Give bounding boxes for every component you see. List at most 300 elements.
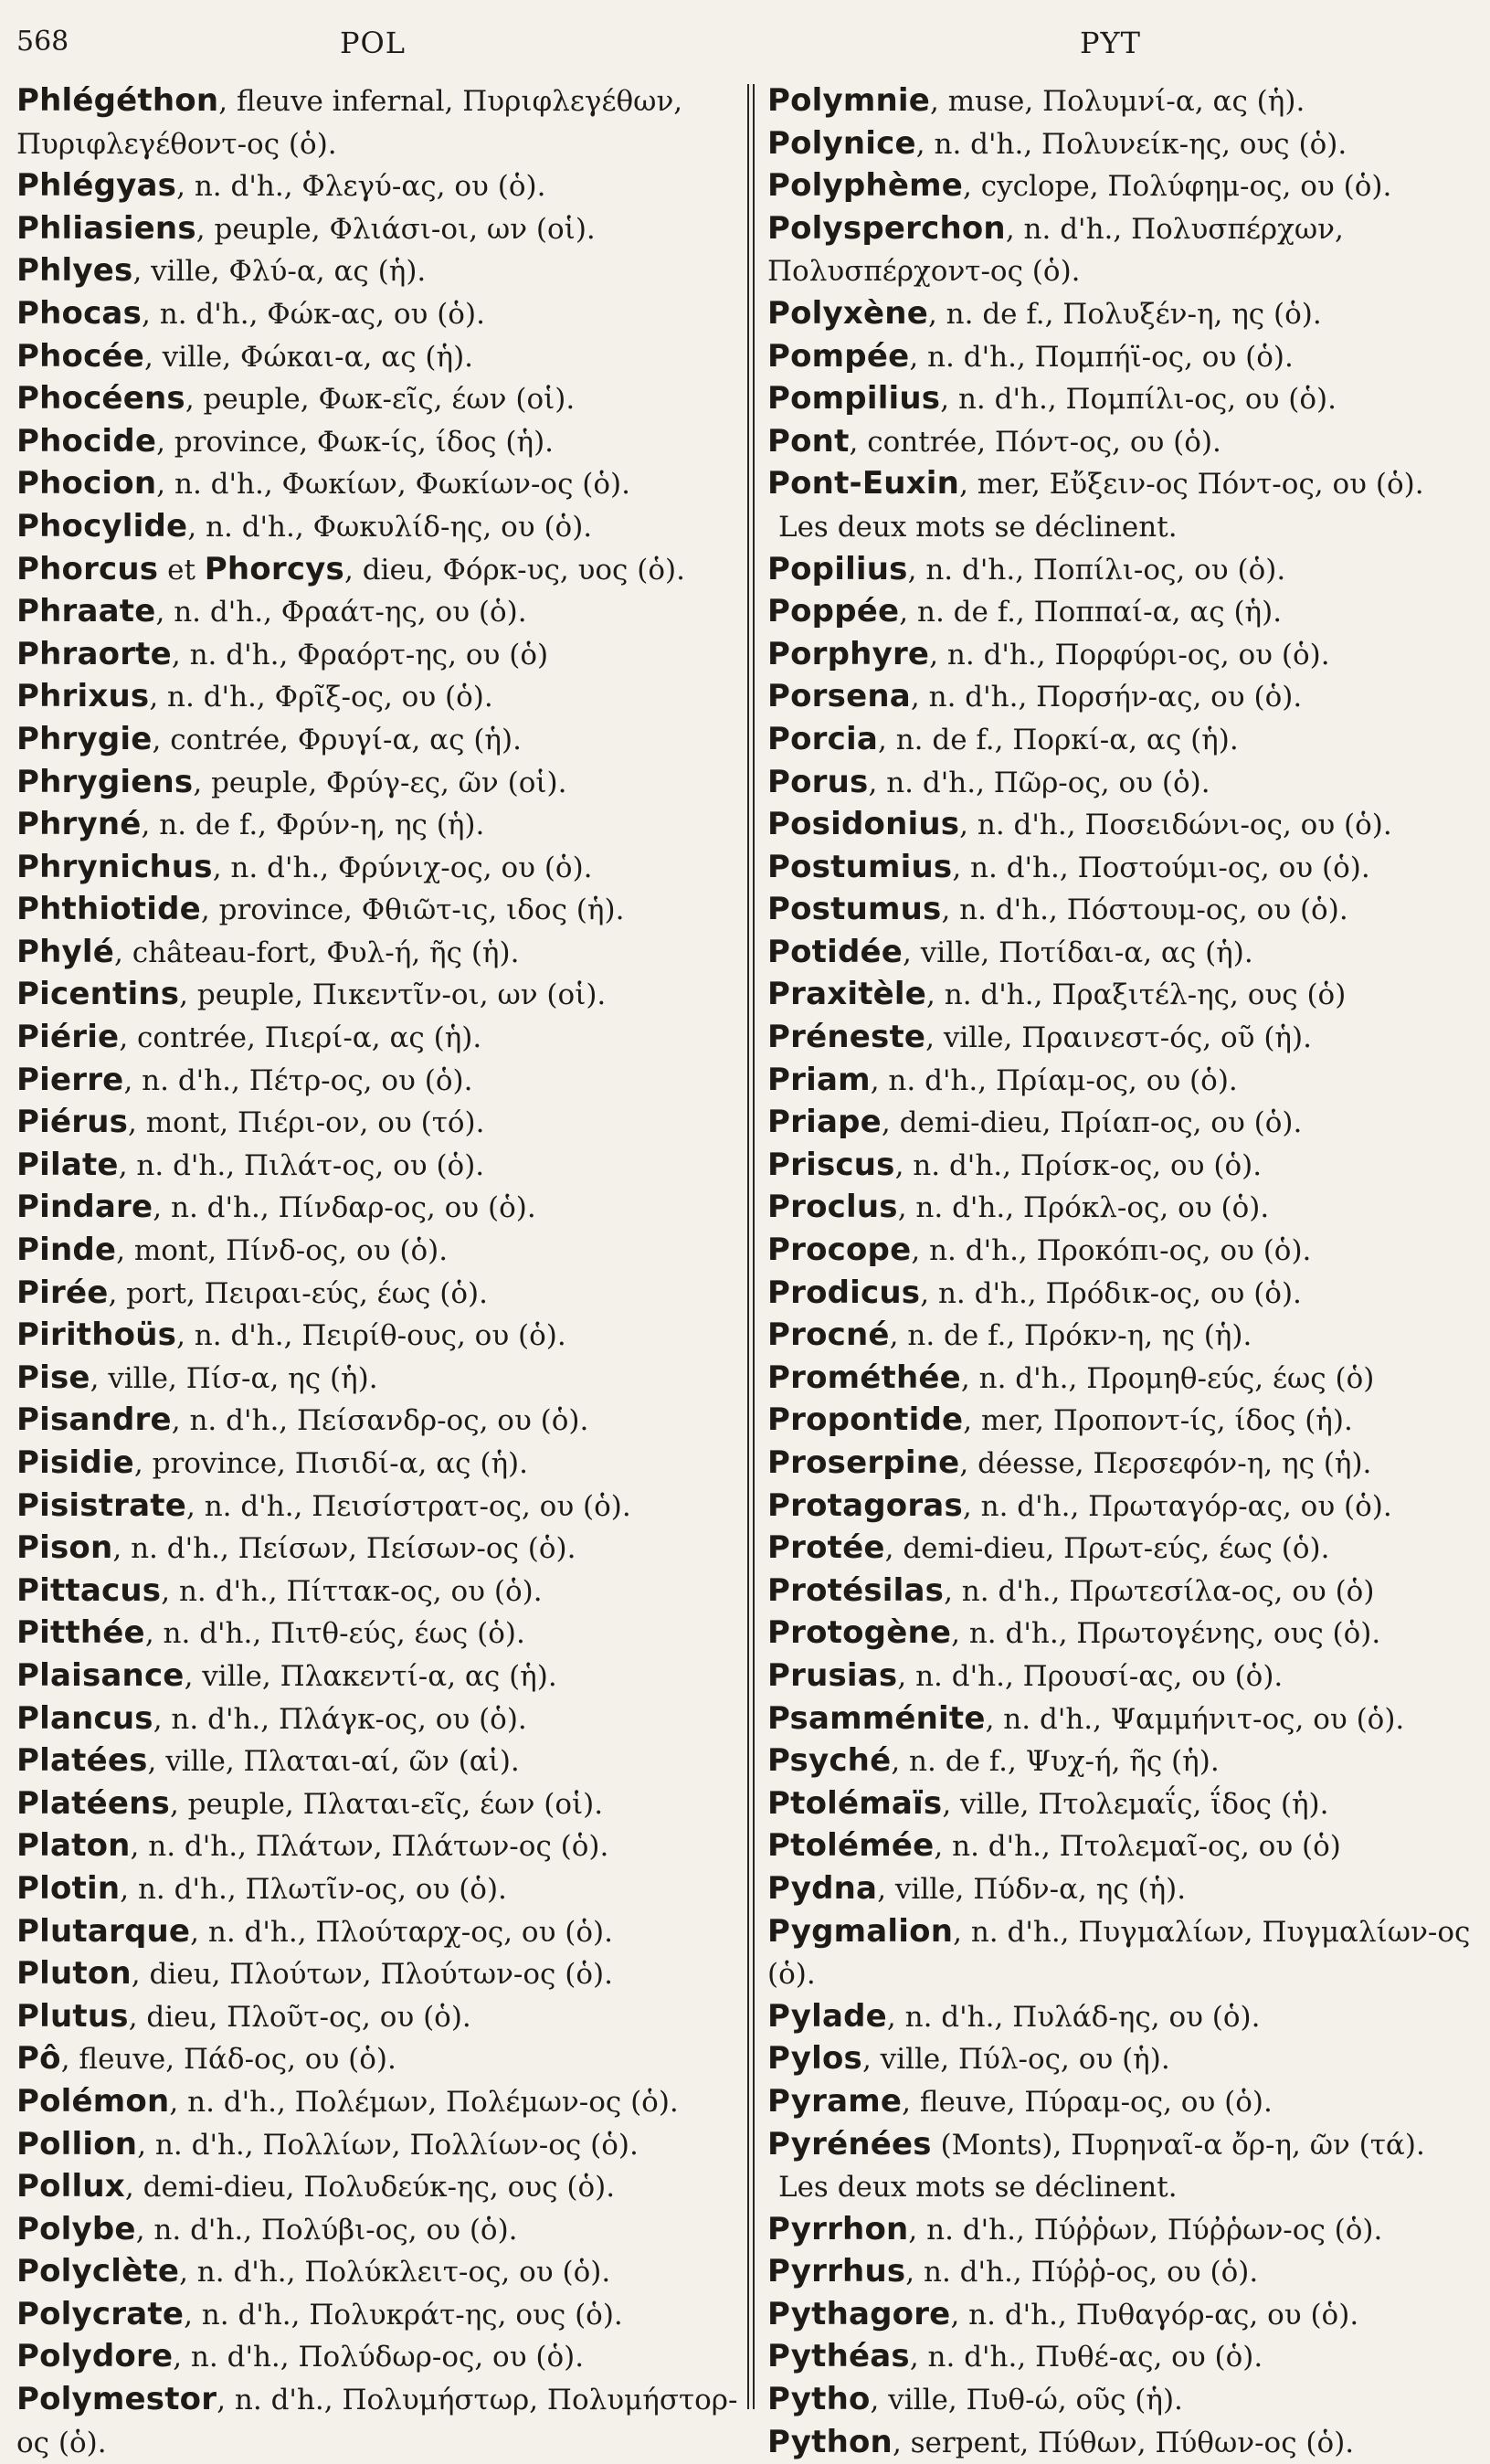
- headword: Phocas: [16, 294, 143, 332]
- headword: Plutarque: [16, 1912, 191, 1950]
- entry-definition: , n. d'h., Πορσήν-ας, ου (ὁ).: [910, 681, 1303, 714]
- headword: Porphyre: [767, 635, 930, 672]
- headword: Platées: [16, 1742, 148, 1780]
- headword: Polymnie: [767, 82, 931, 119]
- headword: Protée: [767, 1529, 885, 1567]
- dictionary-entry: [767, 2251, 1480, 2294]
- dictionary-entry: [767, 123, 1480, 166]
- dictionary-entry: [16, 889, 738, 932]
- dictionary-entry: [16, 1443, 738, 1486]
- headword: Pisidie: [16, 1444, 134, 1481]
- headword: Phliasiens: [16, 209, 196, 247]
- dictionary-entry: [767, 2379, 1480, 2422]
- entry-definition: , n. de f., Πολυξέν-η, ης (ὁ).: [927, 297, 1322, 331]
- headword: Plutus: [16, 1997, 129, 2035]
- entry-definition: , n. d'h., Πυγμαλίων, Πυγμαλίων-ος (ὁ).: [767, 1915, 1471, 1992]
- headword: Polydore: [16, 2338, 174, 2375]
- dictionary-entry: [767, 1273, 1480, 1316]
- entry-definition: , ville, Πλακεντί-α, ας (ἡ).: [184, 1659, 557, 1693]
- entry-definition: , n. d'h., Φωκυλίδ-ης, ου (ὁ).: [187, 510, 593, 544]
- dictionary-entry: [16, 421, 738, 464]
- entry-definition: , fleuve, Πάδ-ος, ου (ὁ).: [60, 2043, 396, 2077]
- running-head-right: PYT: [1080, 26, 1141, 60]
- dictionary-entry: [16, 2209, 738, 2252]
- headword: Phthiotide: [16, 891, 201, 928]
- dictionary-entry: [767, 634, 1480, 677]
- headword: Prusias: [767, 1656, 898, 1694]
- headword: Pirée: [16, 1274, 109, 1311]
- entry-definition: , n. d'h., Ψαμμήνιτ-ος, ου (ὁ).: [985, 1702, 1405, 1736]
- entry-definition: , n. d'h., Πείσων, Πείσων-ος (ὁ).: [112, 1532, 576, 1566]
- entry-definition: , peuple, Φλιάσι-οι, ων (οἱ).: [195, 212, 596, 246]
- dictionary-entry: [16, 591, 738, 634]
- entry-definition: , n. d'h., Πολυμήστωρ, Πολυμήστορ-ος (ὁ).: [16, 2384, 738, 2459]
- headword: Praxitèle: [767, 976, 927, 1013]
- dictionary-entry: [767, 1613, 1480, 1655]
- dictionary-entry: [767, 1528, 1480, 1570]
- entry-definition: , n. d'h., Φραάτ-ης, ου (ὁ).: [155, 596, 527, 629]
- entry-definition: , n. d'h., Πῶρ-ος, ου (ὁ).: [868, 766, 1210, 799]
- dictionary-entry: [767, 591, 1480, 634]
- entry-definition: , demi-dieu, Πρίαπ-ος, ου (ὁ).: [881, 1106, 1303, 1140]
- dictionary-entry: [16, 208, 738, 251]
- dictionary-entry: [767, 165, 1480, 208]
- headword: Posidonius: [767, 806, 960, 843]
- dictionary-entry: [16, 250, 738, 293]
- entry-definition: , port, Πειραι-εύς, έως (ὁ).: [108, 1276, 488, 1310]
- entry-definition: , n. d'h., Πολύδωρ-ος, ου (ὁ).: [173, 2341, 585, 2374]
- headword: Pitthée: [16, 1614, 145, 1652]
- entry-definition: , n. d'h., Πιλάτ-ος, ου (ὁ).: [118, 1148, 485, 1182]
- headword: Phrynichus: [16, 848, 213, 885]
- dictionary-entry: [16, 1230, 738, 1273]
- headword: Pittacus: [16, 1571, 162, 1609]
- dictionary-entry: [767, 889, 1480, 932]
- entry-definition: , n. d'h., Πτολεμαῖ-ος, ου (ὁ): [934, 1830, 1341, 1864]
- entry-definition: , n. d'h., Πυθέ-ας, ου (ὁ).: [909, 2341, 1263, 2374]
- entry-definition: , n. d'h., Πρωτεσίλα-ος, ου (ὁ): [944, 1574, 1375, 1608]
- headword: Phrygiens: [16, 763, 194, 800]
- dictionary-entry: [16, 549, 738, 592]
- headword: Pinde: [16, 1232, 117, 1269]
- entry-definition: , peuple, Φρύγ-ες, ῶν (οἱ).: [193, 766, 567, 799]
- entry-definition: , ville, Πίσ-α, ης (ἡ).: [90, 1361, 378, 1395]
- headword: Python: [767, 2423, 893, 2460]
- entry-definition: , n. d'h., Πολυνείκ-ης, ους (ὁ).: [915, 127, 1347, 161]
- dictionary-entry: [16, 1528, 738, 1570]
- dictionary-entry: [767, 2422, 1480, 2464]
- headword: Procope: [767, 1232, 912, 1269]
- dictionary-entry: [767, 378, 1480, 421]
- dictionary-entry: [767, 2209, 1480, 2252]
- dictionary-entry: [767, 804, 1480, 847]
- headword: Protésilas: [767, 1571, 945, 1609]
- dictionary-entry: [16, 1273, 738, 1316]
- entry-definition: , château-fort, Φυλ-ή, ῆς (ἡ).: [114, 936, 520, 969]
- entry-definition: , dieu, Φόρκ-υς, υος (ὁ).: [343, 553, 685, 587]
- dictionary-entry: [767, 1740, 1480, 1783]
- entry-definition: , n. d'h., Πρωτογένης, ους (ὁ).: [951, 1617, 1381, 1651]
- headword: Phraorte: [16, 635, 172, 672]
- headword: Poppée: [767, 593, 900, 630]
- entry-definition: , demi-dieu, Πρωτ-εύς, έως (ὁ).: [884, 1532, 1330, 1566]
- dictionary-entry: [16, 1017, 738, 1060]
- dictionary-entry: [767, 2081, 1480, 2124]
- dictionary-entry: [767, 1655, 1480, 1698]
- dictionary-entry: [767, 1783, 1480, 1826]
- dictionary-entry: [767, 80, 1480, 123]
- dictionary-entry: [16, 974, 738, 1017]
- entry-definition: , cyclope, Πολύφημ-ος, ου (ὁ).: [963, 170, 1392, 204]
- headword: Pygmalion: [767, 1912, 954, 1950]
- entry-definition: , n. d'h., Πέτρ-ος, ου (ὁ).: [123, 1063, 473, 1097]
- dictionary-entry: [16, 1868, 738, 1911]
- headword: Pompilius: [767, 380, 941, 418]
- dictionary-entry: [767, 2336, 1480, 2379]
- dictionary-entry: [767, 1698, 1480, 1741]
- entry-definition: , n. d'h., Πυλάδ-ης, ου (ὁ).: [886, 2000, 1261, 2034]
- entry-definition: , n. d'h., Πορφύρι-ος, ου (ὁ).: [929, 638, 1330, 672]
- headword: Phlyes: [16, 252, 133, 290]
- headword: Porsena: [767, 678, 911, 715]
- entry-definition: , n. d'h., Πολυσπέρχων, Πολυσπέρχοντ-ος (ὁ).: [767, 212, 1344, 289]
- dictionary-entry: [767, 421, 1480, 464]
- dictionary-entry: [767, 208, 1480, 293]
- headword: Pyrrhus: [767, 2253, 906, 2290]
- dictionary-entry: [16, 506, 738, 549]
- headword: Polémon: [16, 2082, 170, 2120]
- entry-definition: , n. d'h., Φώκ-ας, ου (ὁ).: [142, 297, 485, 331]
- entry-definition: , n. d'h., Πρωταγόρ-ας, ου (ὁ).: [962, 1489, 1392, 1523]
- entry-definition: , contrée, Πιερί-α, ας (ἡ).: [119, 1021, 482, 1055]
- headword: Pompée: [767, 337, 910, 375]
- entry-definition: et: [158, 553, 205, 587]
- headword: Pydna: [767, 1869, 878, 1907]
- dictionary-entry: [16, 634, 738, 677]
- headword: Phorcus: [16, 550, 159, 587]
- headword: Popilius: [767, 550, 908, 587]
- headword: Phocide: [16, 422, 157, 460]
- headword: Pilate: [16, 1146, 119, 1183]
- entry-definition: , n. d'h., Φλεγύ-ας, ου (ὁ).: [176, 170, 546, 204]
- headword: Pytho: [767, 2381, 871, 2418]
- headword: Priscus: [767, 1146, 895, 1183]
- dictionary-entry: [767, 1996, 1480, 2039]
- entry-definition: , demi-dieu, Πολυδεύκ-ης, ους (ὁ).: [124, 2171, 616, 2205]
- dictionary-entry: [16, 1613, 738, 1655]
- dictionary-entry: [16, 932, 738, 975]
- dictionary-entry: [16, 847, 738, 890]
- headword: Préneste: [767, 1019, 926, 1056]
- entry-definition: , n. d'h., Πύῤῥ-ος, ου (ὁ).: [905, 2256, 1259, 2290]
- headword: Platon: [16, 1827, 131, 1865]
- headword: Prodicus: [767, 1274, 921, 1311]
- entry-definition: , peuple, Φωκ-εῖς, έων (οἱ).: [185, 383, 576, 417]
- headword: Protagoras: [767, 1486, 963, 1524]
- dictionary-entry: [16, 762, 738, 805]
- entry-definition: , n. de f., Ψυχ-ή, ῆς (ἡ).: [891, 1745, 1220, 1779]
- dictionary-entry: [16, 1570, 738, 1613]
- dictionary-entry: [16, 1486, 738, 1528]
- headword: Plancus: [16, 1699, 153, 1737]
- dictionary-entry: [16, 1953, 738, 1996]
- entry-definition: , n. d'h., Πλούταρχ-ος, ου (ὁ).: [190, 1915, 613, 1949]
- entry-definition: , dieu, Πλοῦτ-ος, ου (ὁ).: [128, 2000, 471, 2034]
- dictionary-entry: [16, 2294, 738, 2337]
- dictionary-entry: [16, 2166, 738, 2209]
- headword: Pindare: [16, 1189, 153, 1226]
- headword: Priape: [767, 1104, 882, 1141]
- headword: Pont: [767, 422, 850, 460]
- entry-definition: , n. d'h., Πειρίθ-ους, ου (ὁ).: [176, 1319, 566, 1353]
- entry-definition: , ville, Πραινεστ-ός, οῦ (ἡ).: [925, 1021, 1312, 1055]
- entry-definition: , déesse, Περσεφόν-η, ης (ἡ).: [959, 1447, 1372, 1480]
- headword: Phocéens: [16, 380, 185, 418]
- headword: Ptolémée: [767, 1827, 935, 1865]
- entry-note: Les deux mots se déclinent.: [778, 510, 1178, 544]
- dictionary-entry: [16, 293, 738, 336]
- headword: Phrixus: [16, 678, 150, 715]
- entry-definition: , province, Φωκ-ίς, ίδος (ἡ).: [156, 425, 555, 459]
- dictionary-entry: [767, 932, 1480, 975]
- entry-definition: , contrée, Πόντ-ος, ου (ὁ).: [849, 425, 1221, 459]
- dictionary-entry: [16, 1400, 738, 1443]
- headword: Polysperchon: [767, 209, 1006, 247]
- headword: Psamménite: [767, 1699, 986, 1737]
- headword: Postumus: [767, 891, 942, 928]
- headword: Porus: [767, 763, 869, 800]
- entry-definition: , peuple, Πικεντῖν-οι, ων (οἱ).: [179, 978, 607, 1012]
- entry-definition: , ville, Φώκαι-α, ας (ἡ).: [143, 340, 474, 374]
- dictionary-entry: [767, 974, 1480, 1017]
- running-head-left: POL: [340, 26, 407, 60]
- headword: Prométhée: [767, 1359, 961, 1396]
- entry-definition: , n. d'h., Πόστουμ-ος, ου (ὁ).: [941, 894, 1348, 927]
- entry-definition: , n. d'h., Ποπίλι-ος, ου (ὁ).: [907, 553, 1286, 587]
- dictionary-entry: [16, 2379, 738, 2464]
- dictionary-entry: [767, 1825, 1480, 1868]
- entry-definition: , n. d'h., Προυσί-ας, ου (ὁ).: [897, 1659, 1284, 1693]
- entry-definition: , dieu, Πλούτων, Πλούτων-ος (ὁ).: [131, 1958, 613, 1992]
- page-number: 568: [16, 26, 69, 58]
- dictionary-entry: [16, 1145, 738, 1188]
- dictionary-entry: [16, 1698, 738, 1741]
- dictionary-entry: [767, 463, 1480, 506]
- entry-definition: , n. de f., Πρόκν-η, ης (ἡ).: [889, 1319, 1252, 1353]
- headword: Polynice: [767, 124, 916, 162]
- headword: Pythagore: [767, 2295, 951, 2332]
- dictionary-entry: [767, 1400, 1480, 1443]
- dictionary-entry: [767, 506, 1480, 549]
- entry-definition: , ville, Φλύ-α, ας (ἡ).: [132, 255, 427, 289]
- dictionary-entry: [767, 1911, 1480, 1996]
- entry-definition: , ville, Ποτίδαι-α, ας (ἡ).: [903, 936, 1253, 969]
- dictionary-entry: [767, 1230, 1480, 1273]
- dictionary-entry: [16, 2124, 738, 2167]
- entry-definition: (Monts), Πυρηναῖ-α ὄρ-η, ῶν (τά).: [931, 2128, 1425, 2162]
- dictionary-entry: [16, 1740, 738, 1783]
- entry-definition: , n. d'h., Φρῖξ-ος, ου (ὁ).: [149, 681, 493, 714]
- entry-definition: , n. d'h., Πλάτων, Πλάτων-ος (ὁ).: [130, 1830, 609, 1864]
- entry-definition: , serpent, Πύθων, Πύθων-ος (ὁ).: [892, 2426, 1355, 2459]
- entry-definition: , ville, Πτολεμαΐς, ΐδος (ἡ).: [942, 1787, 1329, 1821]
- headword: Phylé: [16, 933, 115, 970]
- dictionary-entry: [16, 80, 738, 165]
- dictionary-entry: [16, 1315, 738, 1358]
- headword: Polycrate: [16, 2295, 185, 2332]
- entry-definition: , n. d'h., Πίττακ-ος, ου (ὁ).: [161, 1574, 543, 1608]
- dictionary-entry: [16, 1825, 738, 1868]
- headword: Phocylide: [16, 507, 188, 545]
- dictionary-entry: [767, 1570, 1480, 1613]
- dictionary-entry: [767, 1017, 1480, 1060]
- headword: Pyrame: [767, 2082, 903, 2120]
- dictionary-entry: [16, 1187, 738, 1230]
- headword: Phraate: [16, 593, 156, 630]
- entry-definition: , muse, Πολυμνί-α, ας (ἡ).: [930, 85, 1305, 118]
- dictionary-entry: [767, 293, 1480, 336]
- dictionary-entry: [767, 847, 1480, 890]
- entry-definition: , province, Πισιδί-α, ας (ἡ).: [133, 1447, 528, 1480]
- headword: Polybe: [16, 2210, 136, 2247]
- dictionary-entry: [16, 378, 738, 421]
- dictionary-entry: [16, 1911, 738, 1954]
- dictionary-entry: [767, 762, 1480, 805]
- entry-definition: , n. de f., Ποππαί-α, ας (ἡ).: [899, 596, 1283, 629]
- entry-definition: , n. d'h., Ποστούμι-ος, ου (ὁ).: [952, 851, 1370, 884]
- entry-definition: , n. d'h., Πυθαγόρ-ας, ου (ὁ).: [950, 2298, 1359, 2332]
- entry-definition: , n. d'h., Πίνδαρ-ος, ου (ὁ).: [153, 1191, 536, 1225]
- headword: Postumius: [767, 848, 953, 885]
- entry-definition: , n. d'h., Πραξιτέλ-ης, ους (ὁ): [926, 978, 1347, 1012]
- headword: Pollion: [16, 2125, 138, 2163]
- headword: Picentins: [16, 976, 180, 1013]
- entry-definition: , n. d'h., Προμηθ-εύς, έως (ὁ): [960, 1361, 1375, 1395]
- dictionary-entry: [16, 676, 738, 719]
- entry-definition: , n. d'h., Πιτθ-εύς, έως (ὁ).: [144, 1617, 525, 1651]
- dictionary-entry: [16, 1102, 738, 1145]
- dictionary-entry: [16, 1996, 738, 2039]
- headword: Plotin: [16, 1869, 121, 1907]
- headword: Pô: [16, 2040, 61, 2078]
- headword: Pisistrate: [16, 1486, 186, 1524]
- dictionary-entry: [767, 676, 1480, 719]
- entry-definition: , n. d'h., Πρίσκ-ος, ου (ὁ).: [894, 1148, 1263, 1182]
- dictionary-entry: [767, 336, 1480, 379]
- dictionary-entry: [767, 2124, 1480, 2167]
- headword: Pont-Euxin: [767, 465, 960, 502]
- dictionary-entry: [16, 804, 738, 847]
- entry-definition: , n. d'h., Προκόπι-ος, ου (ὁ).: [911, 1234, 1312, 1268]
- entry-definition: , ville, Πυθ-ώ, οῦς (ἡ).: [870, 2384, 1183, 2417]
- headword: Pylos: [767, 2040, 862, 2078]
- entry-definition: , peuple, Πλαται-εῖς, έων (οἱ).: [169, 1787, 604, 1821]
- headword: Pluton: [16, 1955, 132, 1993]
- entry-definition: , n. d'h., Πολύκλειτ-ος, ου (ὁ).: [179, 2256, 611, 2290]
- headword: Pylade: [767, 1997, 887, 2035]
- entry-definition: , n. d'h., Πολλίων, Πολλίων-ος (ὁ).: [137, 2128, 639, 2162]
- headword: Protogène: [767, 1614, 952, 1652]
- headword: Pollux: [16, 2168, 125, 2205]
- right-column: [767, 80, 1480, 2464]
- entry-definition: , n. d'h., Πρόκλ-ος, ου (ὁ).: [897, 1191, 1270, 1225]
- headword: Phrygie: [16, 720, 153, 757]
- headword: Polyclète: [16, 2253, 180, 2290]
- dictionary-entry: [767, 1102, 1480, 1145]
- entry-definition: , mer, Προποντ-ίς, ίδος (ἡ).: [963, 1404, 1353, 1438]
- dictionary-entry: [767, 2166, 1480, 2209]
- entry-definition: , ville, Πλαται-αί, ῶν (αἱ).: [147, 1745, 520, 1779]
- entry-definition: , fleuve, Πύραμ-ος, ου (ὁ).: [902, 2085, 1273, 2119]
- entry-definition: , n. de f., Φρύν-η, ης (ἡ).: [141, 809, 485, 842]
- entry-definition: , n. d'h., Πείσανδρ-ος, ου (ὁ).: [171, 1404, 589, 1438]
- headword: Ptolémaïs: [767, 1784, 943, 1822]
- headword: Polymestor: [16, 2381, 217, 2418]
- dictionary-entry: [16, 2336, 738, 2379]
- entry-definition: , n. d'h., Πύῤῥων, Πύῤῥων-ος (ὁ).: [908, 2213, 1383, 2247]
- entry-definition: , n. d'h., Πομπήϊ-ος, ου (ὁ).: [909, 340, 1294, 374]
- entry-note: Les deux mots se déclinent.: [778, 2171, 1178, 2205]
- dictionary-entry: [767, 1145, 1480, 1188]
- headword: Phocée: [16, 337, 144, 375]
- dictionary-entry: [16, 165, 738, 208]
- dictionary-entry: [767, 549, 1480, 592]
- dictionary-entry: [16, 463, 738, 506]
- dictionary-entry: [16, 1655, 738, 1698]
- headword: Psyché: [767, 1742, 892, 1780]
- entry-definition: , n. d'h., Πρίαμ-ος, ου (ὁ).: [870, 1063, 1238, 1097]
- entry-definition: , n. d'h., Πολύβι-ος, ου (ὁ).: [135, 2213, 518, 2247]
- headword: Proclus: [767, 1189, 898, 1226]
- dictionary-entry: [16, 1358, 738, 1401]
- headword: Phlégyas: [16, 167, 177, 205]
- dictionary-entry: [767, 1868, 1480, 1911]
- dictionary-entry: [767, 719, 1480, 762]
- headword: Polyxène: [767, 294, 928, 332]
- dictionary-entry: [16, 2081, 738, 2124]
- dictionary-entry: [16, 1060, 738, 1103]
- headword: Proserpine: [767, 1444, 960, 1481]
- headword: Phryné: [16, 806, 142, 843]
- headword: Piérie: [16, 1019, 120, 1056]
- entry-definition: , province, Φθιῶτ-ις, ιδος (ἡ).: [200, 894, 625, 927]
- headword: Porcia: [767, 720, 878, 757]
- headword: Propontide: [767, 1401, 964, 1439]
- entry-definition: , mont, Πίνδ-ος, ου (ὁ).: [116, 1234, 449, 1268]
- left-column: [16, 80, 738, 2464]
- entry-definition: , n. d'h., Πρόδικ-ος, ου (ὁ).: [920, 1276, 1302, 1310]
- dictionary-entry: [16, 719, 738, 762]
- dictionary-entry: [767, 1443, 1480, 1486]
- headword: Pyrrhon: [767, 2210, 909, 2247]
- headword: Phlégéthon: [16, 82, 219, 119]
- dictionary-entry: [16, 2038, 738, 2081]
- entry-definition: , ville, Πύδν-α, ης (ἡ).: [877, 1872, 1187, 1906]
- dictionary-entry: [767, 1060, 1480, 1103]
- dictionary-entry: [16, 2251, 738, 2294]
- dictionary-entry: [16, 1783, 738, 1826]
- entry-definition: , n. d'h., Πεισίστρατ-ος, ου (ὁ).: [185, 1489, 631, 1523]
- headword: Potidée: [767, 933, 904, 970]
- headword: Pirithoüs: [16, 1317, 177, 1354]
- entry-definition: , n. de f., Πορκί-α, ας (ἡ).: [878, 723, 1239, 756]
- headword: Platéens: [16, 1784, 170, 1822]
- entry-definition: , n. d'h., Πλάγκ-ος, ου (ὁ).: [153, 1702, 527, 1736]
- dictionary-entry: [767, 1358, 1480, 1401]
- headword: Pisandre: [16, 1401, 172, 1439]
- headword: Pise: [16, 1359, 90, 1396]
- entry-definition: , mer, Εὔξειν-ος Πόντ-ος, ου (ὁ).: [959, 468, 1424, 502]
